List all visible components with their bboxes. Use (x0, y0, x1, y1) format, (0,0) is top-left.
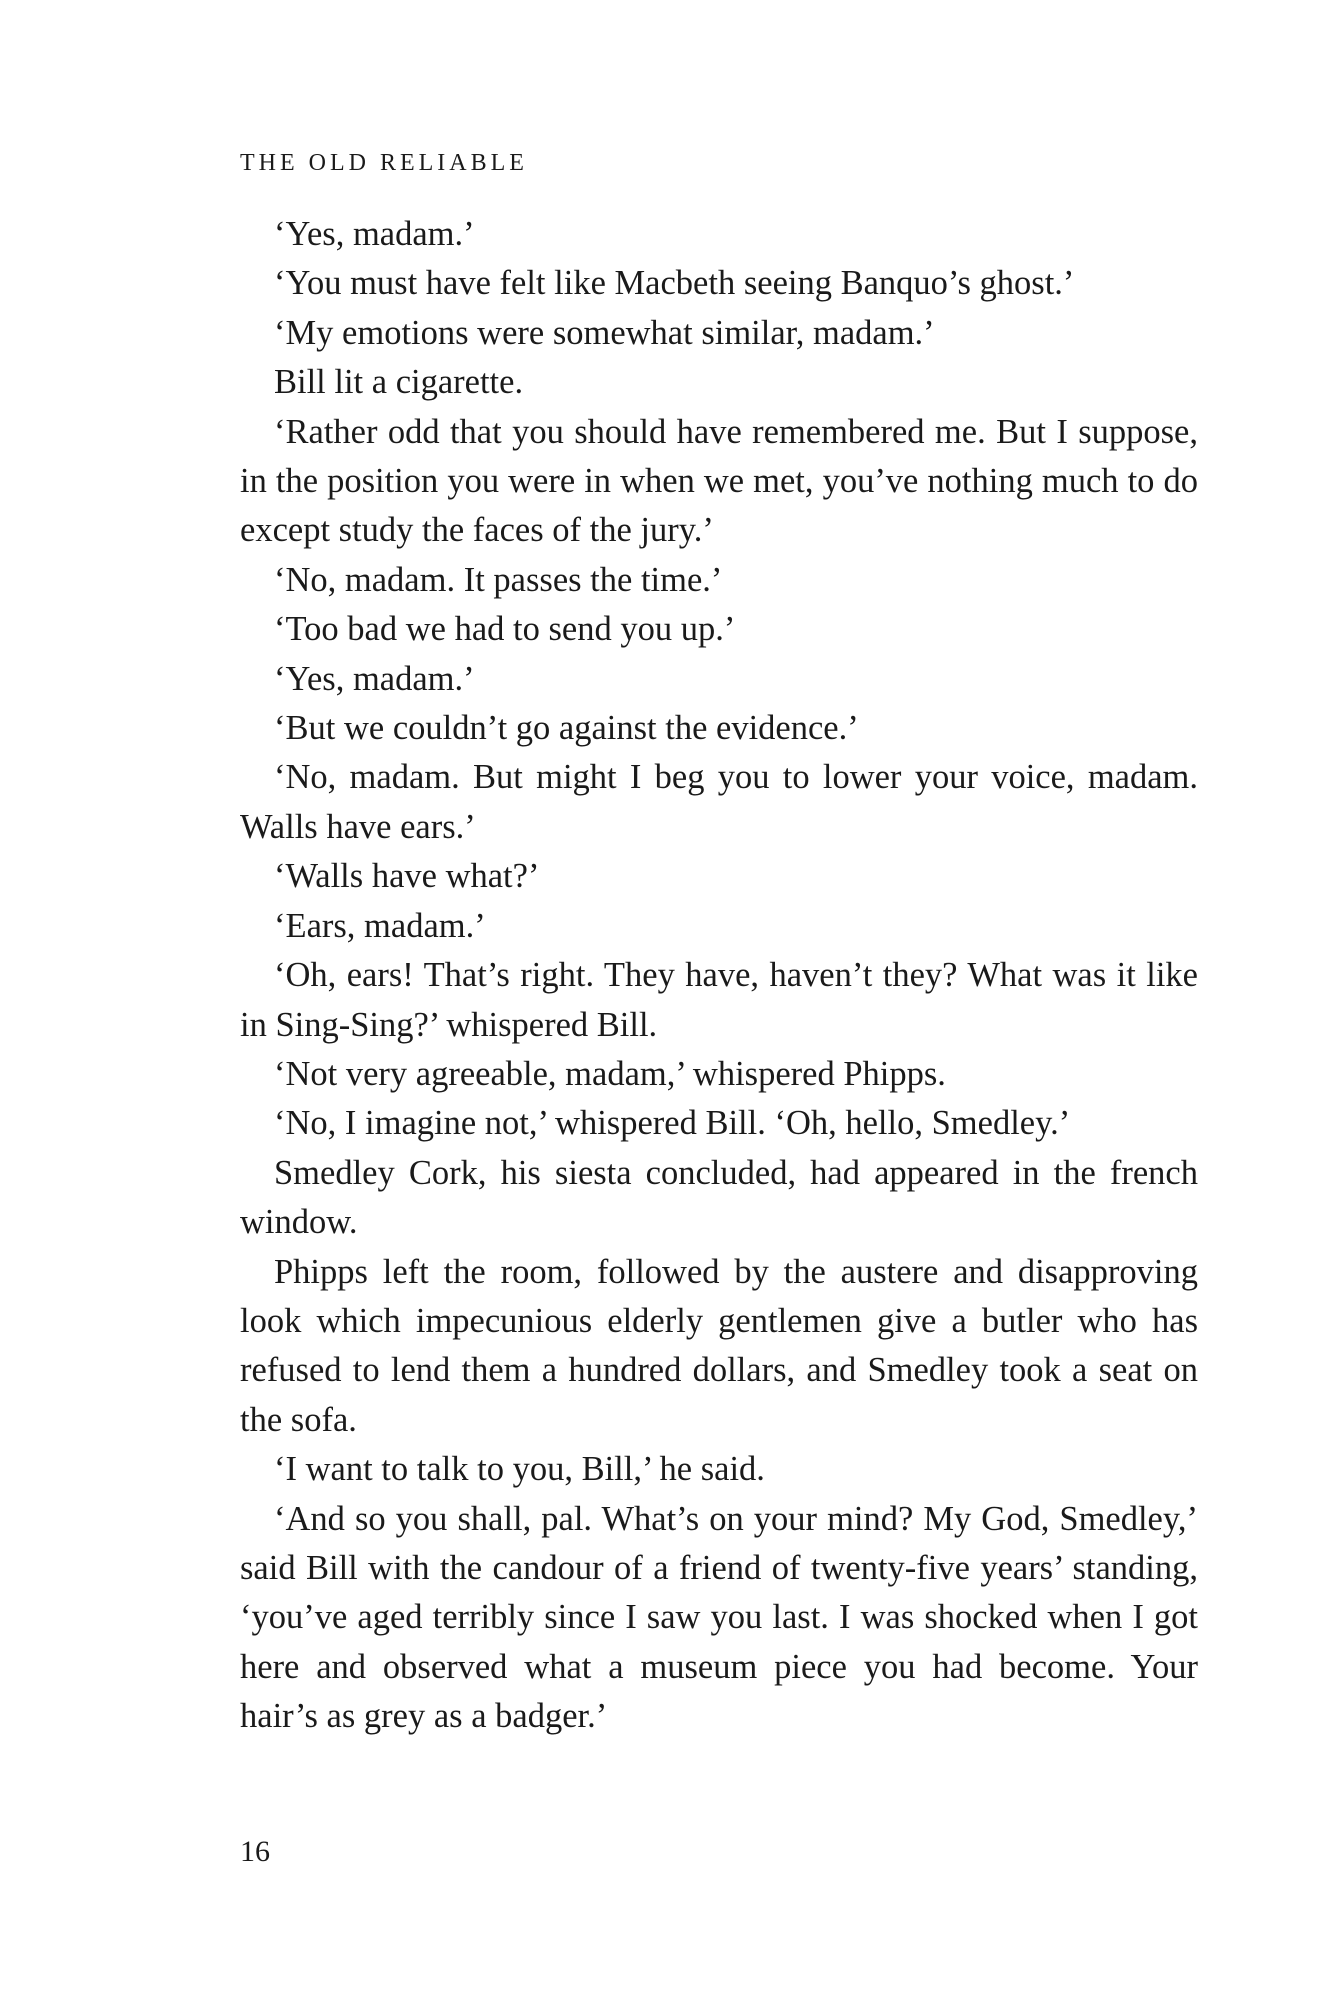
paragraph: ‘Rather odd that you should have remembered me. But I suppose, in the position you were in when we met, you’ve nothing much to do except study the faces of the jury.’ (240, 412, 1198, 550)
paragraph: ‘But we couldn’t go against the evidence.’ (274, 709, 859, 748)
paragraph: ‘Ears, madam.’ (274, 906, 486, 945)
paragraph: ‘Too bad we had to send you up.’ (274, 610, 736, 649)
paragraph: Smedley Cork, his siesta concluded, had appeared in the french window. (240, 1153, 1198, 1242)
paragraph: Bill lit a cigarette. (274, 363, 524, 402)
paragraph: ‘And so you shall, pal. What’s on your mind? My God, Smedley,’ said Bill with the candour of a friend of twenty-five years’ standing, ‘you’ve aged terribly since I saw you last. I was shocked when I got here and observed what a museum piece you had become. Your hair’s as grey as a badger.’ (240, 1499, 1198, 1736)
body-text (240, 210, 1198, 1742)
page-number: 16 (240, 1835, 270, 1868)
paragraph: ‘Yes, madam.’ (274, 215, 475, 253)
paragraph: Phipps left the room, followed by the austere and disapproving look which impecunious elderly gentlemen give a butler who has refused to lend them a hundred dollars, and Smedley took a seat on the sofa. (240, 1252, 1198, 1439)
paragraph: ‘Not very agreeable, madam,’ whispered Phipps. (274, 1054, 946, 1093)
paragraph: ‘No, I imagine not,’ whispered Bill. ‘Oh, hello, Smedley.’ (274, 1104, 1071, 1143)
running-head: THE OLD RELIABLE (240, 150, 528, 176)
paragraph: ‘Yes, madam.’ (274, 659, 475, 698)
paragraph: ‘Walls have what?’ (274, 857, 540, 896)
paragraph: ‘I want to talk to you, Bill,’ he said. (274, 1450, 765, 1489)
paragraph: ‘Oh, ears! That’s right. They have, haven’t they? What was it like in Sing-Sing?’ whispered Bill. (240, 956, 1198, 1044)
paragraph: ‘No, madam. But might I beg you to lower your voice, madam. Walls have ears.’ (240, 758, 1198, 846)
paragraph: ‘No, madam. It passes the time.’ (274, 560, 723, 599)
paragraph: ‘My emotions were somewhat similar, madam.’ (274, 313, 935, 352)
paragraph: ‘You must have felt like Macbeth seeing Banquo’s ghost.’ (274, 264, 1075, 303)
